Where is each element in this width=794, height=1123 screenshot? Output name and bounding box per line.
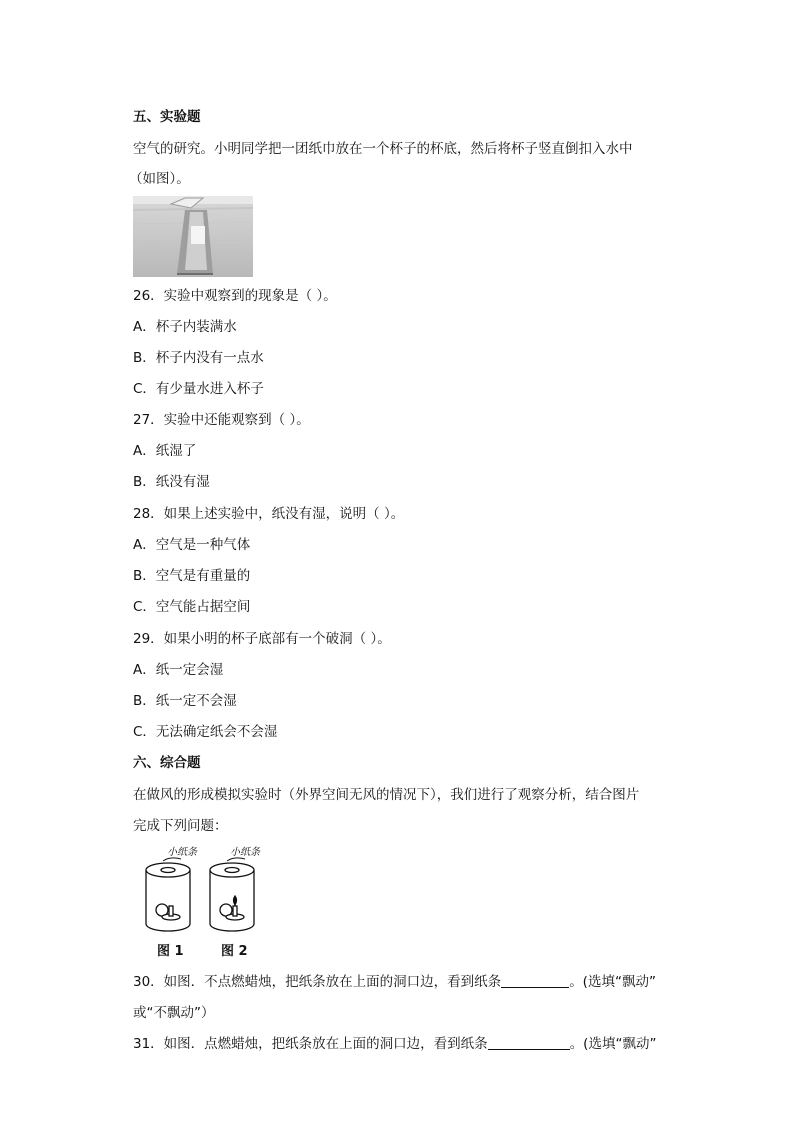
section-6-heading: 六、综合题 [133,755,201,771]
section-6-intro-cont: 完成下列问题： [133,818,228,834]
q26-option-c: C．有少量水进入杯子 [133,381,264,397]
q30-stem-cont: 或“不飘动”） [133,1005,215,1021]
q28-option-c: C．空气能占据空间 [133,599,251,615]
figure-1-paper-label: 小纸条 [167,847,197,858]
figure-2-label: 图 2 [221,944,248,959]
q26-option-a: A．杯子内装满水 [133,319,237,335]
figure-2-paper-label: 小纸条 [230,847,260,858]
q29-option-c: C．无法确定纸会不会湿 [133,724,278,740]
q28-option-b: B．空气是有重量的 [133,568,251,584]
q30-text: 30．如图．不点燃蜡烛，把纸条放在上面的洞口边，看到纸条 [133,974,502,990]
q29-option-a: A．纸一定会湿 [133,662,224,678]
figure-1-cylinder [146,858,190,931]
q28-option-a: A．空气是一种气体 [133,537,251,553]
wind-experiment-figure [133,840,283,960]
q26-stem: 26．实验中观察到的现象是（ ）。 [133,288,337,304]
q30-stem [133,973,656,991]
q29-stem: 29．如果小明的杯子底部有一个破洞（ ）。 [133,631,391,647]
section-6-intro: 在做风的形成模拟实验时（外界空间无风的情况下），我们进行了观察分析，结合图片 [133,787,640,803]
q26-option-b: B．杯子内没有一点水 [133,350,264,366]
q31-stem [133,1035,656,1053]
section-5-heading: 五、实验题 [133,109,201,125]
q29-option-b: B．纸一定不会湿 [133,693,237,709]
q30-answer-blank[interactable] [501,973,569,988]
q31-hint: 。(选填“飘动” [569,1036,657,1052]
figure-1-label: 图 1 [157,944,184,959]
q28-stem: 28．如果上述实验中，纸没有湿，说明（ ）。 [133,506,405,522]
figure-2-cylinder [210,858,254,931]
cup-in-water-photo [133,196,253,277]
q27-stem: 27．实验中还能观察到（ ）。 [133,412,310,428]
q31-text: 31．如图．点燃蜡烛，把纸条放在上面的洞口边，看到纸条 [133,1036,488,1052]
q27-option-b: B．纸没有湿 [133,474,210,490]
q27-option-a: A．纸湿了 [133,443,197,459]
q30-hint: 。(选填“飘动” [569,974,656,990]
q31-answer-blank[interactable] [488,1035,570,1050]
section-5-intro-cont: （如图）。 [129,171,190,187]
section-5-intro: 空气的研究。小明同学把一团纸巾放在一个杯子的杯底，然后将杯子竖直倒扣入水中 [133,141,633,157]
